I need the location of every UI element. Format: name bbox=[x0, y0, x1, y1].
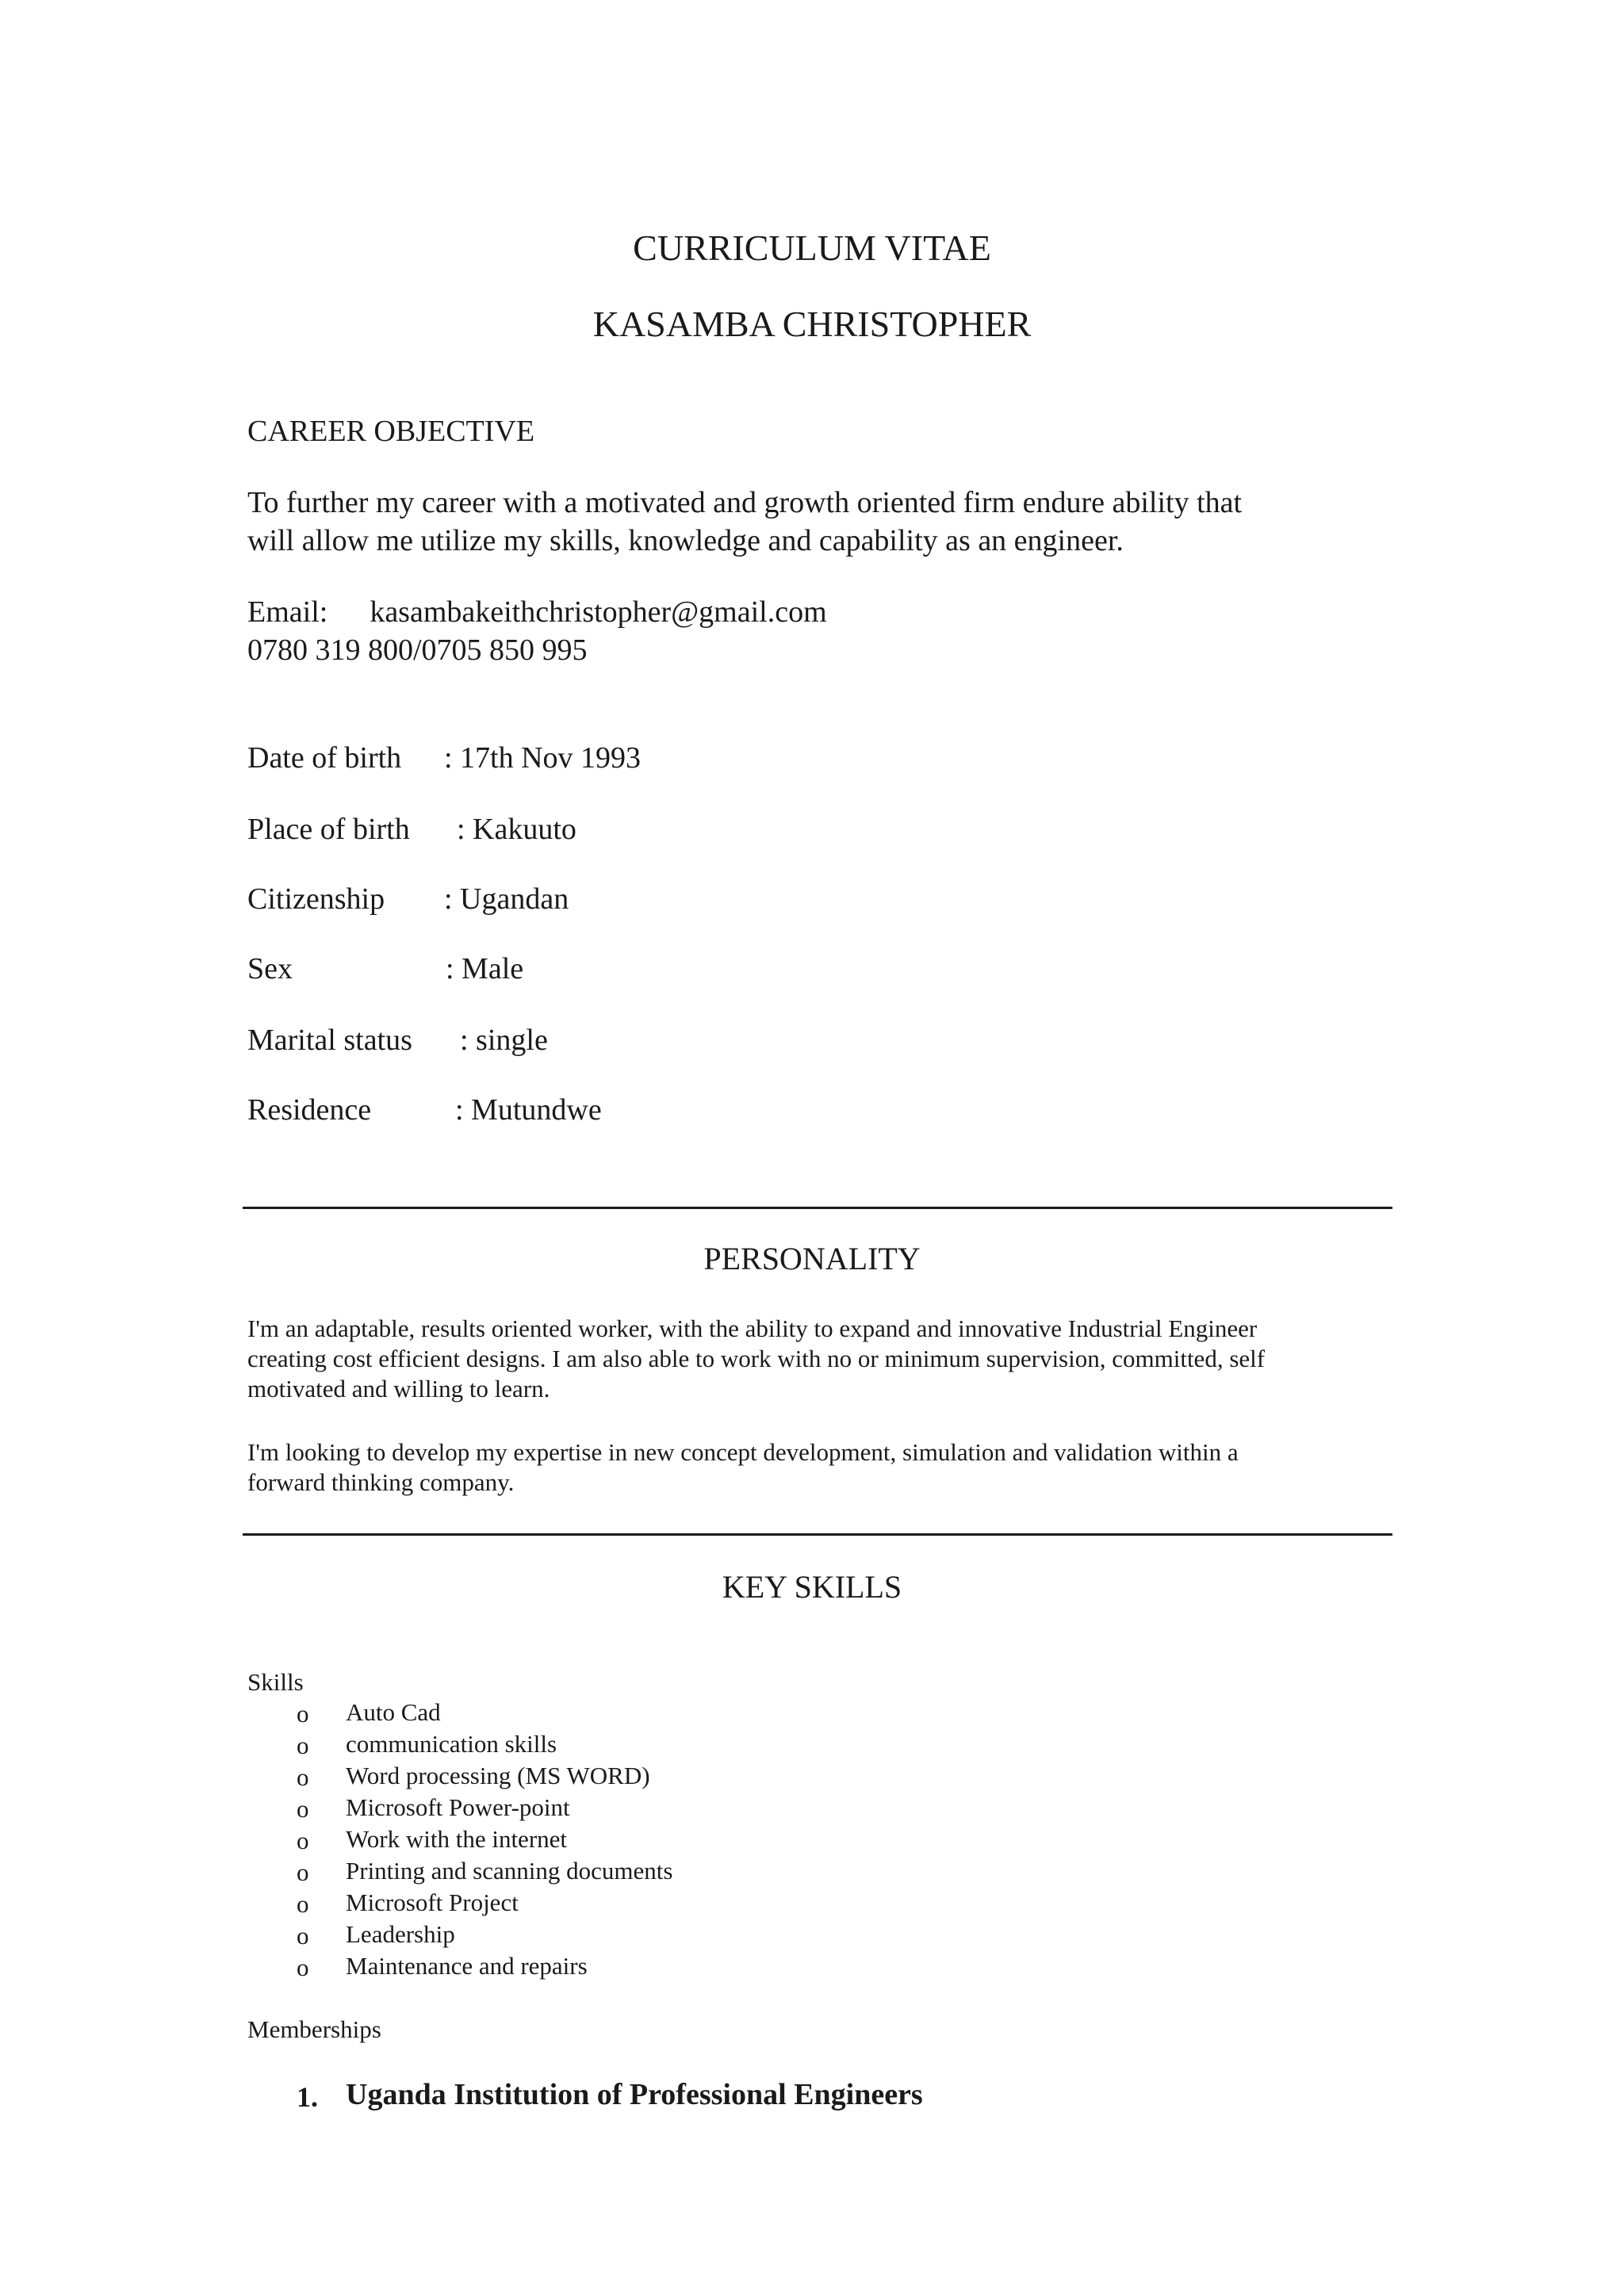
skill-bullet: o bbox=[297, 1763, 309, 1791]
skill-item: Leadership bbox=[346, 1920, 455, 1948]
memberships-label: Memberships bbox=[247, 2015, 381, 2043]
personality-p2-line-2: forward thinking company. bbox=[247, 1468, 515, 1496]
skill-bullet: o bbox=[297, 1922, 309, 1950]
residence-value: : Mutundwe bbox=[455, 1093, 602, 1127]
skill-bullet: o bbox=[297, 1795, 309, 1823]
email-label: Email: bbox=[247, 595, 328, 629]
skill-bullet: o bbox=[297, 1732, 309, 1759]
skill-bullet: o bbox=[297, 1827, 309, 1854]
personality-p1-line-1: I'm an adaptable, results oriented worker, with the ability to expand and innovative Industrial Engineer bbox=[247, 1314, 1258, 1342]
personality-p1-line-3: motivated and willing to learn. bbox=[247, 1375, 550, 1402]
citizenship-value: : Ugandan bbox=[444, 882, 569, 916]
sex-label: Sex bbox=[247, 952, 293, 985]
divider-personality bbox=[243, 1207, 1392, 1209]
personality-heading: PERSONALITY bbox=[703, 1241, 921, 1276]
skill-bullet: o bbox=[297, 1954, 309, 1981]
career-objective-line-2: will allow me utilize my skills, knowledge and capability as an engineer. bbox=[247, 524, 1124, 557]
personality-p1-line-2: creating cost efficient designs. I am also able to work with no or minimum supervision, committed, self bbox=[247, 1345, 1266, 1372]
marital-status-label: Marital status bbox=[247, 1024, 412, 1057]
cv-title: CURRICULUM VITAE bbox=[633, 228, 991, 268]
email-row bbox=[247, 595, 827, 629]
skill-bullet: o bbox=[297, 1700, 309, 1728]
citizenship-label: Citizenship bbox=[247, 882, 385, 916]
career-objective-heading: CAREER OBJECTIVE bbox=[247, 415, 535, 448]
divider-key-skills bbox=[243, 1533, 1392, 1536]
residence-label: Residence bbox=[247, 1093, 372, 1127]
key-skills-heading: KEY SKILLS bbox=[722, 1569, 902, 1605]
skill-item: Maintenance and repairs bbox=[346, 1952, 588, 1980]
skill-item: Printing and scanning documents bbox=[346, 1857, 673, 1885]
dob-value: : 17th Nov 1993 bbox=[444, 741, 642, 775]
membership-number: 1. bbox=[297, 2081, 318, 2113]
marital-status-value: : single bbox=[460, 1024, 548, 1057]
candidate-name: KASAMBA CHRISTOPHER bbox=[592, 304, 1032, 344]
membership-name: Uganda Institution of Professional Engineers bbox=[346, 2078, 923, 2111]
dob-label: Date of birth bbox=[247, 741, 402, 775]
skill-item: Microsoft Power-point bbox=[346, 1793, 570, 1821]
career-objective-line-1: To further my career with a motivated and growth oriented firm endure ability that bbox=[247, 486, 1243, 519]
skill-bullet: o bbox=[297, 1858, 309, 1886]
pob-value: : Kakuuto bbox=[457, 813, 576, 846]
skill-item: communication skills bbox=[346, 1730, 557, 1758]
sex-value: : Male bbox=[446, 952, 524, 985]
personality-p2-line-1: I'm looking to develop my expertise in new concept development, simulation and validation within a bbox=[247, 1438, 1239, 1466]
skill-item: Auto Cad bbox=[346, 1698, 441, 1726]
skill-bullet: o bbox=[297, 1890, 309, 1918]
skill-item: Word processing (MS WORD) bbox=[346, 1762, 650, 1789]
skills-label: Skills bbox=[247, 1668, 304, 1696]
skill-item: Microsoft Project bbox=[346, 1888, 519, 1916]
phone-numbers: 0780 319 800/0705 850 995 bbox=[247, 633, 588, 667]
pob-label: Place of birth bbox=[247, 813, 410, 846]
email-address: kasambakeithchristopher@gmail.com bbox=[370, 595, 827, 629]
skill-item: Work with the internet bbox=[346, 1825, 568, 1853]
